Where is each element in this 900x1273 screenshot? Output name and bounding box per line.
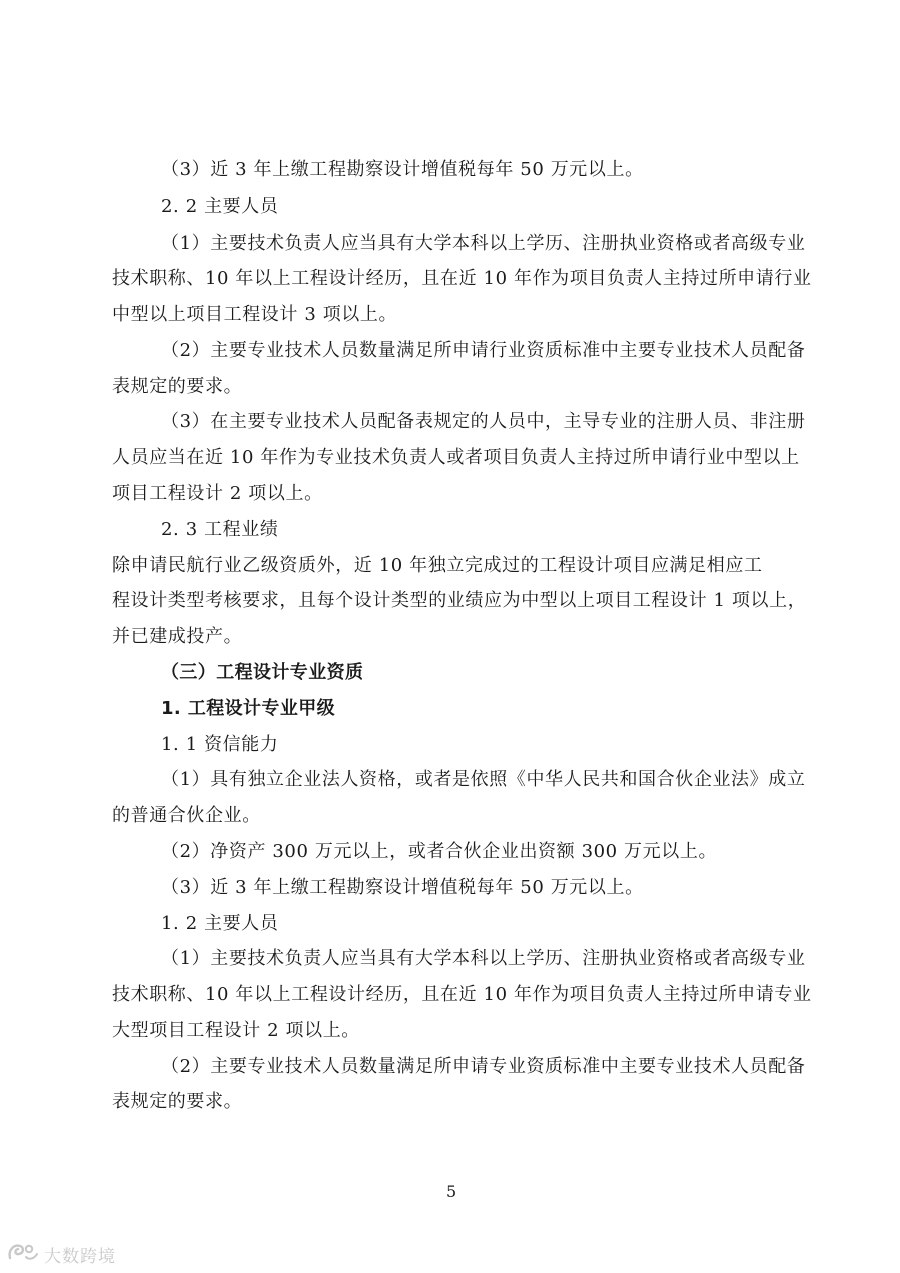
section-heading: 2. 3 工程业绩 [161, 519, 279, 540]
watermark [6, 1240, 116, 1268]
paragraph-line: （3）近 3 年上缴工程勘察设计增值税每年 50 万元以上。 [161, 159, 644, 180]
paragraph-line: （1）具有独立企业法人资格，或者是依照《中华人民共和国合伙企业法》成立 [161, 769, 806, 790]
paragraph-line: （1）主要技术负责人应当具有大学本科以上学历、注册执业资格或者高级专业 [161, 233, 806, 254]
paragraph-line: 表规定的要求。 [112, 376, 243, 397]
page-number: 5 [446, 1182, 457, 1201]
paragraph-line: （2）主要专业技术人员数量满足所申请行业资质标准中主要专业技术人员配备 [161, 340, 806, 361]
section-heading: 1. 工程设计专业甲级 [161, 698, 336, 719]
paragraph-line: 大型项目工程设计 2 项以上。 [112, 1020, 360, 1041]
paragraph-line: （2）净资产 300 万元以上，或者合伙企业出资额 300 万元以上。 [161, 841, 718, 862]
paragraph-line: 人员应当在近 10 年作为专业技术负责人或者项目负责人主持过所申请行业中型以上 [112, 447, 800, 468]
paragraph-line: 技术职称、10 年以上工程设计经历，且在近 10 年作为项目负责人主持过所申请专业 [112, 984, 812, 1005]
paragraph-line: 的普通合伙企业。 [112, 805, 261, 826]
paragraph-line: 程设计类型考核要求，且每个设计类型的业绩应为中型以上项目工程设计 1 项以上， [112, 590, 807, 611]
chapter-heading: （三）工程设计专业资质 [161, 662, 364, 683]
section-heading: 2. 2 主要人员 [161, 196, 279, 217]
paragraph-line: （3）在主要专业技术人员配备表规定的人员中，主导专业的注册人员、非注册 [161, 411, 806, 432]
paragraph-line: 并已建成投产。 [112, 626, 243, 647]
paragraph-line: 中型以上项目工程设计 3 项以上。 [112, 304, 398, 325]
paragraph-line: 技术职称、10 年以上工程设计经历，且在近 10 年作为项目负责人主持过所申请行业 [112, 268, 812, 289]
brand-logo-icon [6, 1240, 40, 1269]
subsection-heading: 1. 2 主要人员 [161, 913, 279, 934]
watermark-text: 大数跨境 [44, 1246, 116, 1267]
paragraph-line: （1）主要技术负责人应当具有大学本科以上学历、注册执业资格或者高级专业 [161, 948, 806, 969]
subsection-heading: 1. 1 资信能力 [161, 734, 279, 755]
paragraph-line: 项目工程设计 2 项以上。 [112, 483, 323, 504]
paragraph-line: 除申请民航行业乙级资质外，近 10 年独立完成过的工程设计项目应满足相应工 [112, 555, 763, 576]
paragraph-line: 表规定的要求。 [112, 1091, 243, 1112]
paragraph-line: （2）主要专业技术人员数量满足所申请专业资质标准中主要专业技术人员配备 [161, 1056, 806, 1077]
paragraph-line: （3）近 3 年上缴工程勘察设计增值税每年 50 万元以上。 [161, 877, 644, 898]
